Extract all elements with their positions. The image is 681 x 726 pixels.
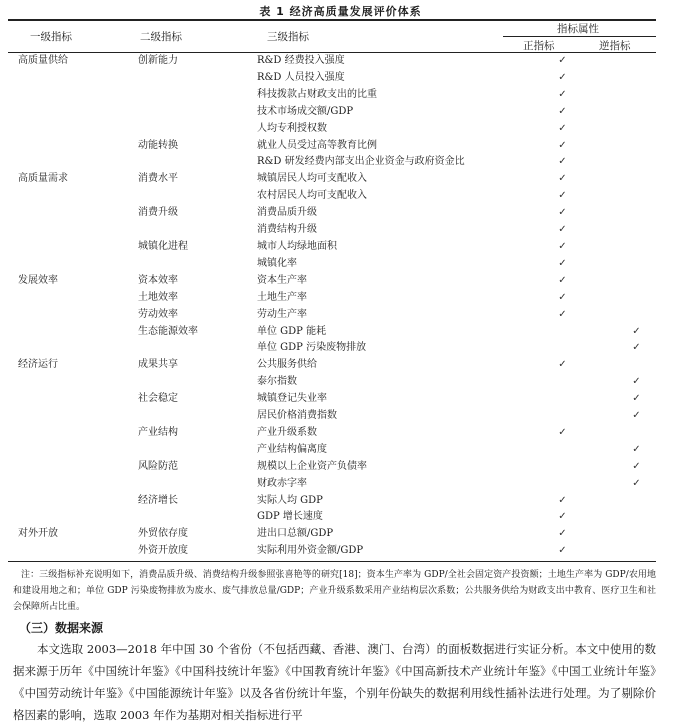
header-level3: 三级指标: [267, 31, 309, 43]
level3-cell: 财政赤字率: [257, 477, 307, 489]
level2-cell: 社会稳定: [138, 393, 178, 405]
header-negative: 逆指标: [599, 40, 631, 52]
table-row: [8, 87, 675, 104]
level3-cell: 实际人均 GDP: [257, 494, 323, 506]
level2-cell: [129, 188, 252, 205]
table-row: [8, 425, 675, 442]
level2-cell: [129, 222, 252, 239]
level3-cell: 居民价格消费指数: [257, 410, 337, 422]
level1-cell: [8, 425, 129, 442]
level2-cell: [129, 408, 252, 425]
positive-check-cell: ✓: [558, 528, 567, 540]
table-row: [8, 307, 675, 324]
table-row: [8, 205, 675, 222]
positive-check-cell: ✓: [558, 55, 567, 66]
positive-check-cell: ✓: [558, 105, 567, 117]
level1-cell: [8, 70, 129, 87]
table-row: [8, 188, 675, 205]
level1-cell: [8, 374, 129, 391]
positive-check-cell: [527, 391, 598, 408]
negative-check-cell: [598, 171, 675, 188]
level1-cell: 对外开放: [18, 528, 58, 540]
level2-cell: 经济增长: [138, 494, 178, 506]
table-row: [8, 138, 675, 155]
negative-check-cell: ✓: [632, 477, 641, 489]
level2-cell: [129, 104, 252, 121]
level2-cell: [129, 509, 252, 526]
negative-check-cell: ✓: [632, 410, 641, 422]
level2-cell: [129, 154, 252, 171]
level1-cell: [8, 442, 129, 459]
level2-cell: 生态能源效率: [138, 325, 198, 337]
table-row: [8, 391, 675, 408]
level3-cell: 技术市场成交额/GDP: [257, 105, 354, 117]
negative-check-cell: [598, 205, 675, 222]
level1-cell: [8, 104, 129, 121]
level1-cell: [8, 121, 129, 138]
negative-check-cell: [598, 53, 675, 70]
level2-cell: 产业结构: [138, 426, 178, 438]
positive-check-cell: [527, 442, 598, 459]
positive-check-cell: ✓: [558, 122, 567, 134]
table-row: [8, 442, 675, 459]
level3-cell: 城镇居民人均可支配收入: [257, 173, 367, 185]
attribute-sub-rule: [503, 36, 656, 37]
positive-check-cell: ✓: [558, 359, 567, 371]
level1-cell: [8, 290, 129, 307]
level3-cell: 土地生产率: [257, 291, 307, 303]
level2-cell: 劳动效率: [138, 308, 178, 320]
level2-cell: [129, 340, 252, 357]
level3-cell: 消费结构升级: [257, 224, 317, 236]
table-row: [8, 154, 675, 171]
table-caption: 表 1 经济高质量发展评价体系: [259, 5, 422, 18]
level3-cell: 进出口总额/GDP: [257, 528, 334, 540]
level1-cell: [8, 493, 129, 510]
positive-check-cell: [527, 408, 598, 425]
level2-cell: [129, 442, 252, 459]
positive-check-cell: ✓: [558, 173, 567, 185]
level3-cell: 消费品质升级: [257, 207, 317, 219]
table-row: [8, 222, 675, 239]
negative-check-cell: [598, 526, 675, 543]
table-note: 注：三级指标补充说明如下，消费品质升级、消费结构升级参照张喜艳等的研究[18]；资本生产率为 GDP/全社会固定资产投资额；土地生产率为 GDP/农用地和建设用地之和；单位 GDP 污染废物排放为废水、废气排放总量/GDP；产业升级系数采用产业结构层次系数；公共服务供给为财政支出中教育、医疗卫生和社会保障所占比重。: [13, 570, 656, 612]
level3-cell: 单位 GDP 污染废物排放: [257, 342, 367, 354]
level3-cell: 资本生产率: [257, 274, 307, 286]
table-row: [8, 290, 675, 307]
level3-cell: GDP 增长速度: [257, 511, 323, 523]
level3-cell: 城镇登记失业率: [257, 393, 327, 405]
level3-cell: 公共服务供给: [257, 359, 317, 371]
level2-cell: 外资开放度: [138, 545, 188, 557]
level1-cell: [8, 154, 129, 171]
positive-check-cell: ✓: [558, 291, 567, 303]
positive-check-cell: ✓: [558, 257, 567, 269]
level3-cell: 人均专利授权数: [257, 122, 327, 134]
negative-check-cell: ✓: [632, 443, 641, 455]
negative-check-cell: [598, 307, 675, 324]
negative-check-cell: ✓: [632, 460, 641, 472]
level1-cell: [8, 256, 129, 273]
level2-cell: 动能转换: [138, 139, 178, 151]
table-row: [8, 273, 675, 290]
level3-cell: 就业人员受过高等教育比例: [257, 139, 377, 151]
positive-check-cell: ✓: [558, 224, 567, 236]
level3-cell: R&D 研发经费内部支出企业资金与政府资金比: [257, 156, 465, 168]
header-attribute: 指标属性: [557, 23, 599, 35]
table-row: [8, 340, 675, 357]
table-row: [8, 324, 675, 341]
positive-check-cell: ✓: [558, 426, 567, 438]
positive-check-cell: ✓: [558, 240, 567, 252]
level2-cell: 消费升级: [138, 207, 178, 219]
negative-check-cell: [598, 188, 675, 205]
level1-cell: [8, 239, 129, 256]
level2-cell: [129, 374, 252, 391]
table-row: [8, 171, 675, 188]
negative-check-cell: ✓: [632, 342, 641, 354]
positive-check-cell: ✓: [558, 156, 567, 168]
level1-cell: [8, 340, 129, 357]
negative-check-cell: [598, 273, 675, 290]
negative-check-cell: [598, 154, 675, 171]
level3-cell: 农村居民人均可支配收入: [257, 190, 367, 202]
indicator-table: [8, 53, 675, 560]
negative-check-cell: [598, 509, 675, 526]
body-paragraph: 本文选取 2003—2018 年中国 30 个省份（不包括西藏、香港、澳门、台湾）的面板数据进行实证分析。本文中使用的数据来源于历年《中国统计年鉴》《中国科技统计年鉴》《中国教育统计年鉴》《中国高新技术产业统计年鉴》《中国工业统计年鉴》《中国劳动统计年鉴》《中国能源统计年鉴》以及各省份统计年鉴，个别年份缺失的数据利用线性插补法进行处理。为了剔除价格因素的影响，选取 2003 年作为基期对相关指标进行平: [13, 642, 656, 722]
table-row: [8, 459, 675, 476]
negative-check-cell: ✓: [632, 325, 641, 337]
positive-check-cell: ✓: [558, 511, 567, 523]
level1-cell: [8, 324, 129, 341]
negative-check-cell: [598, 70, 675, 87]
level2-cell: [129, 256, 252, 273]
level2-cell: [129, 476, 252, 493]
level2-cell: 资本效率: [138, 274, 178, 286]
level3-cell: R&D 人员投入强度: [257, 71, 345, 83]
table-row: [8, 509, 675, 526]
level3-cell: 泰尔指数: [257, 376, 297, 388]
table-row: [8, 70, 675, 87]
table-row: [8, 374, 675, 391]
level2-cell: [129, 87, 252, 104]
level1-cell: [8, 509, 129, 526]
positive-check-cell: ✓: [558, 494, 567, 506]
level3-cell: 城市人均绿地面积: [257, 240, 337, 252]
level1-cell: [8, 87, 129, 104]
positive-check-cell: ✓: [558, 207, 567, 219]
negative-check-cell: [598, 493, 675, 510]
level1-cell: [8, 222, 129, 239]
positive-check-cell: ✓: [558, 139, 567, 151]
level2-cell: 外贸依存度: [138, 528, 188, 540]
level1-cell: 发展效率: [18, 274, 58, 286]
level2-cell: [129, 121, 252, 138]
negative-check-cell: [598, 239, 675, 256]
table-row: [8, 104, 675, 121]
positive-check-cell: [527, 476, 598, 493]
level1-cell: 高质量需求: [18, 173, 68, 185]
level1-cell: [8, 188, 129, 205]
table-row: [8, 543, 675, 560]
level3-cell: 城镇化率: [257, 257, 297, 269]
table-row: [8, 526, 675, 543]
negative-check-cell: [598, 425, 675, 442]
negative-check-cell: [598, 543, 675, 560]
negative-check-cell: [598, 87, 675, 104]
level1-cell: [8, 459, 129, 476]
level3-cell: 产业结构偏离度: [257, 443, 327, 455]
level2-cell: 风险防范: [138, 460, 178, 472]
level3-cell: 规模以上企业资产负债率: [257, 460, 367, 472]
header-level2: 二级指标: [140, 31, 182, 43]
positive-check-cell: ✓: [558, 88, 567, 100]
positive-check-cell: ✓: [558, 71, 567, 83]
table-bottom-rule: [8, 561, 656, 562]
level1-cell: 经济运行: [18, 359, 58, 371]
table-row: [8, 256, 675, 273]
negative-check-cell: [598, 121, 675, 138]
negative-check-cell: [598, 357, 675, 374]
table-row: [8, 357, 675, 374]
level2-cell: 土地效率: [138, 291, 178, 303]
positive-check-cell: [527, 324, 598, 341]
level2-cell: 成果共享: [138, 359, 178, 371]
level2-cell: 创新能力: [138, 55, 178, 66]
negative-check-cell: ✓: [632, 376, 641, 388]
positive-check-cell: ✓: [558, 545, 567, 557]
level1-cell: [8, 307, 129, 324]
level1-cell: [8, 138, 129, 155]
level2-cell: 城镇化进程: [138, 240, 188, 252]
negative-check-cell: [598, 138, 675, 155]
table-row: [8, 53, 675, 70]
positive-check-cell: [527, 340, 598, 357]
positive-check-cell: [527, 374, 598, 391]
level3-cell: 实际利用外资金额/GDP: [257, 545, 364, 557]
table-row: [8, 476, 675, 493]
level2-cell: 消费水平: [138, 173, 178, 185]
positive-check-cell: ✓: [558, 190, 567, 202]
level3-cell: 单位 GDP 能耗: [257, 325, 327, 337]
level3-cell: 劳动生产率: [257, 308, 307, 320]
table-row: [8, 239, 675, 256]
table-row: [8, 493, 675, 510]
level2-cell: [129, 70, 252, 87]
positive-check-cell: [527, 459, 598, 476]
level3-cell: 产业升级系数: [257, 426, 317, 438]
level3-cell: 科技拨款占财政支出的比重: [257, 88, 377, 100]
level3-cell: R&D 经费投入强度: [257, 55, 345, 66]
negative-check-cell: [598, 290, 675, 307]
negative-check-cell: [598, 104, 675, 121]
table-row: [8, 408, 675, 425]
level1-cell: [8, 408, 129, 425]
negative-check-cell: ✓: [632, 393, 641, 405]
negative-check-cell: [598, 256, 675, 273]
positive-check-cell: ✓: [558, 308, 567, 320]
negative-check-cell: [598, 222, 675, 239]
level1-cell: [8, 391, 129, 408]
level1-cell: 高质量供给: [18, 55, 68, 66]
level1-cell: [8, 205, 129, 222]
positive-check-cell: ✓: [558, 274, 567, 286]
section-title: （三）数据来源: [19, 621, 104, 635]
table-row: [8, 121, 675, 138]
header-level1: 一级指标: [30, 31, 72, 43]
level1-cell: [8, 543, 129, 560]
level1-cell: [8, 476, 129, 493]
header-positive: 正指标: [523, 40, 555, 52]
